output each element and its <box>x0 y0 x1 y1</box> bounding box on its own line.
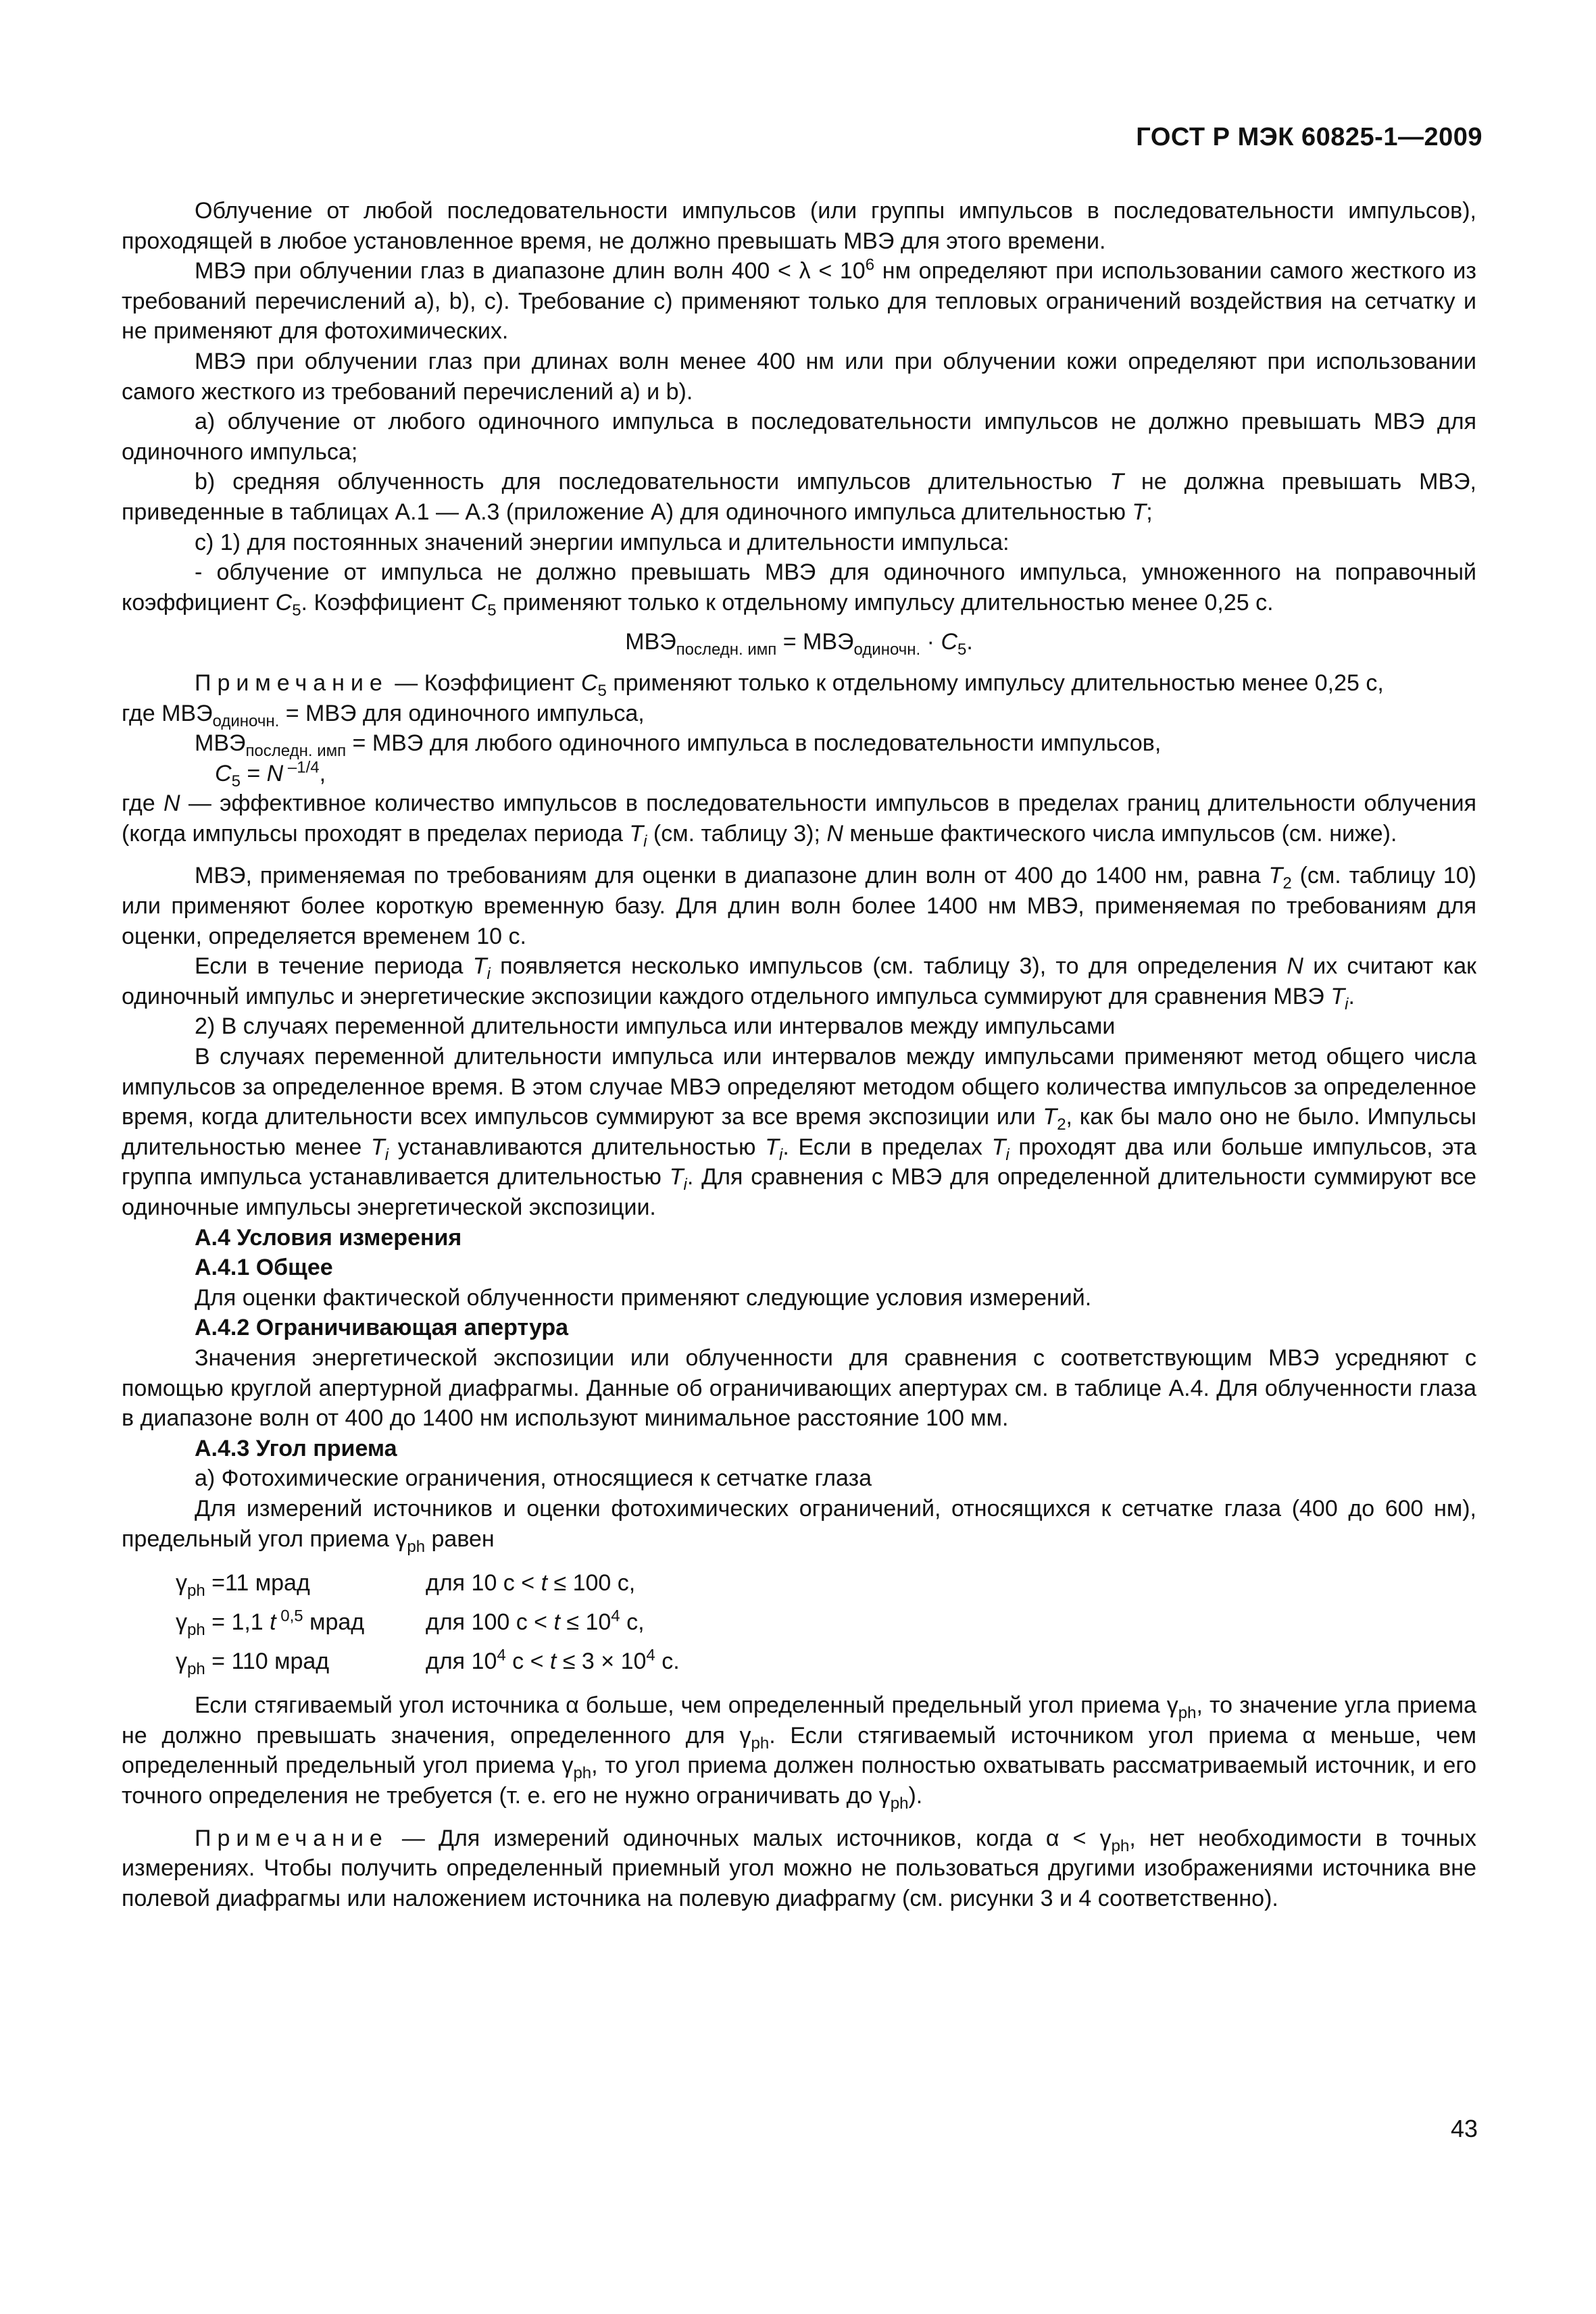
paragraph: Облучение от любой последовательности импульсов (или группы импульсов в последовательности импульсов), проходящей в любое установленное время, не должно превышать МВЭ для этого времени. <box>122 198 1476 254</box>
definition: где $МВЭ_{одиночн.}$ = МВЭ для одиночного импульса, <box>122 700 645 730</box>
definition: где N — эффективное количество импульсов в последовательности импульсов в пределах границ длительности облучения (когда импульсы проходят в пределах периода $T_i$ (см. таблицу 3); N меньше фактического числа импульсов (см. ниже). <box>122 790 1476 851</box>
subsection-heading: А.4.3 Угол приема <box>195 1435 397 1461</box>
formula: $МВЭ_{последн. имп} = МВЭ_{одиночн.} \cdot C_5$. <box>625 629 973 659</box>
subsection-heading: А.4.1 Общее <box>195 1255 333 1281</box>
list-item: - облучение от импульса не должно превышать МВЭ для одиночного импульса, умноженного на поправочный коэффициент $C_5$. Коэффициент $C_5$ применяют только к отдельному импульсу длительностью менее 0,25 с. <box>122 559 1476 620</box>
note: Примечание — Коэффициент $C_5$ применяют только к отдельному импульсу длительностью менее 0,25 с, <box>195 670 1384 700</box>
paragraph: 2) В случаях переменной длительности импульса или интервалов между импульсами <box>195 1013 1116 1040</box>
page-number: 43 <box>1450 2115 1478 2142</box>
paragraph: а) Фотохимические ограничения, относящиеся к сетчатке глаза <box>195 1465 872 1492</box>
list-item: $\gamma_{ph} =11$ мрад для 10 с < t ≤ 100 с, <box>176 1569 636 1600</box>
paragraph: В случаях переменной длительности импульса или интервалов между импульсами применяют метод общего числа импульсов за определенное время. В этом случае МВЭ определяют методом общего количества импульсов за определенное время, когда длительности всех импульсов суммируют за все время экспозиции или $T_2$, как бы мало оно не было. Импульсы длительностью менее $T_i$ устанавливаются длительностью $T_i$. Если в пределах $T_i$ проходят два или больше импульсов, эта группа импульса устанавливается длительностью $T_i$. Для сравнения с МВЭ для определенной длительности суммируют все одиночные импульсы энергетической экспозиции. <box>122 1044 1476 1220</box>
subsection-heading: А.4.2 Ограничивающая апертура <box>195 1315 569 1341</box>
paragraph: Если стягиваемый угол источника α больше, чем определенный предельный угол приема $\gamma_{ph}$, то значение угла приема не должно превышать значения, определенного для $\gamma_{ph}$. Если стягиваемый источником угол приема α меньше, чем определенный предельный угол приема $\gamma_{ph}$, то угол приема должен полностью охватывать рассматриваемый источник, и его точного определения не требуется (т. е. его не нужно ограничивать до $\gamma_{ph}$). <box>122 1692 1477 1813</box>
paragraph: Значения энергетической экспозиции или облученности для сравнения с соответствующим МВЭ усредняют с помощью круглой апертурной диафрагмы. Данные об ограничивающих апертурах см. в таблице А.4. Для облученности глаза в диапазоне волн от 400 до 1400 нм используют минимальное расстояние 100 мм. <box>122 1344 1476 1432</box>
paragraph: МВЭ при облучении глаз при длинах волн менее 400 нм или при облучении кожи определяют при использовании самого жесткого из требований перечислений а) и b). <box>122 348 1476 405</box>
list-item: b) средняя облученность для последовательности импульсов длительностью T не должна превышать МВЭ, приведенные в таблицах А.1 — А.3 (приложение А) для одиночного импульса длительностью T; <box>122 469 1477 525</box>
list-item: $\gamma_{ph} = 1,1$ t $^{0,5}$ мрад для 100 $с < t \le 10^4$ с, <box>176 1607 645 1639</box>
paragraph: МВЭ, применяемая по требованиям для оценки в диапазоне длин волн от 400 до 1400 нм, равна $T_2$ (см. таблицу 10) или применяют более короткую временную базу. Для длин волн более 1400 нм МВЭ, применяемая по требованиям для оценки, определяется временем 10 с. <box>122 863 1476 949</box>
paragraph: Если в течение периода $T_i$ появляется несколько импульсов (см. таблицу 3), то для определения N их считают как одиночный импульс и энергетические экспозиции каждого отдельного импульса суммируют для сравнения МВЭ $T_i$. <box>122 953 1476 1013</box>
paragraph: МВЭ при облучении глаз в диапазоне длин волн $400 < \lambda < 10^6$ нм определяют при использовании самого жесткого из требований перечислений а), b), с). Требование с) применяют только для тепловых ограничений воздействия на сетчатку и не применяют для фотохимических. <box>122 255 1477 345</box>
section-heading: А.4 Условия измерения <box>195 1224 462 1251</box>
paragraph: Для измерений источников и оценки фотохимических ограничений, относящихся к сетчатке глаза (400 до 600 нм), предельный угол приема $\gamma_{ph}$ равен <box>122 1495 1476 1556</box>
paragraph: Для оценки фактической облученности применяют следующие условия измерений. <box>195 1284 1092 1311</box>
definition: $C_5 = N$ $^{-1/4}$, <box>215 758 326 790</box>
definition: $МВЭ_{последн. имп}$ = МВЭ для любого одиночного импульса в последовательности импульсов, <box>195 730 1162 760</box>
list-item: $\gamma_{ph} = 110$ мрад для $10^4$ $с < t \le 3 \times 10^4$ с. <box>176 1646 680 1678</box>
document-body <box>122 196 1476 1913</box>
note: Примечание — Для измерений одиночных малых источников, когда $\alpha < \gamma_{ph}$, нет необходимости в точных измерениях. Чтобы получить определенный приемный угол можно не пользоваться другими изображениями источника вне полевой диафрагмы или наложением источника на полевую диафрагму (см. рисунки 3 и 4 соответственно). <box>122 1825 1476 1911</box>
document-header: ГОСТ Р МЭК 60825-1—2009 <box>1136 123 1482 151</box>
list-item: а) облучение от любого одиночного импульса в последовательности импульсов не должно превышать МВЭ для одиночного импульса; <box>122 409 1476 465</box>
list-item: с) 1) для постоянных значений энергии импульса и длительности импульса: <box>195 529 1009 555</box>
gamma-limits-list <box>176 1563 1476 1681</box>
